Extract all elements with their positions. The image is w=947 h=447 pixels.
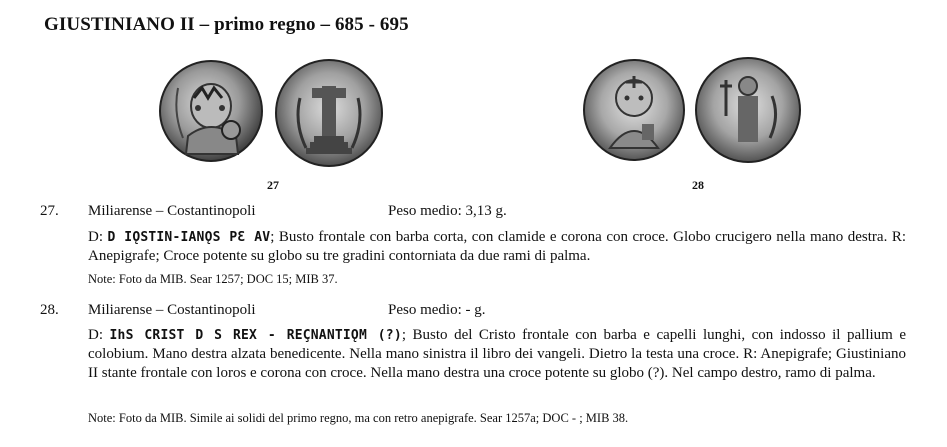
coin-reverse-cross-icon <box>274 58 384 168</box>
description-text: ; Busto del Cristo frontale con barba e capelli lunghi, con indosso il pallium e colobium. Mano destra alzata benedicente. Nella mano sinistra il libro dei vangeli. Dietro la testa una croce. R: Anepigrafe; Giustiniano II stante frontale con loros e corona con croce. Nella mano destra una croce potente su globo (?). Nel campo destro, ramo di palma. <box>88 327 906 381</box>
coin-standing-emperor-icon <box>694 56 802 164</box>
page-title: GIUSTINIANO II – primo regno – 685 - 695 <box>44 14 409 35</box>
description-text: ; Busto frontale con barba corta, con clamide e corona con croce. Globo crucigero nella mano destra. R: Anepigrafe; Croce potente su globo su tre gradini contorniata da due rami di palma. <box>88 229 906 264</box>
entry-heading: Miliarense – Costantinopoli <box>88 302 256 318</box>
entry-number: 27. <box>40 203 59 219</box>
entry-number: 28. <box>40 302 59 318</box>
entry-heading: Miliarense – Costantinopoli <box>88 203 256 219</box>
entry-description <box>88 326 906 383</box>
coin-christ-bust-icon <box>582 58 686 162</box>
obverse-legend: IhS CRIST D S REX - REÇNANTIǪM (?) <box>109 328 402 343</box>
entry-note: Note: Foto da MIB. Simile ai solidi del primo regno, ma con retro anepigrafe. Sear 1257a; DOC - ; MIB 38. <box>88 411 629 425</box>
coin-27-obverse-image <box>158 58 264 164</box>
entry-weight: Peso medio: 3,13 g. <box>388 203 507 219</box>
entry-weight: Peso medio: - g. <box>388 302 486 318</box>
coin-28-reverse-image <box>694 56 802 164</box>
obverse-prefix: D: <box>88 229 108 245</box>
coin-label-27: 27 <box>267 178 279 192</box>
coin-27-reverse-image <box>274 58 384 168</box>
coin-28-obverse-image <box>582 58 686 162</box>
entry-note: Note: Foto da MIB. Sear 1257; DOC 15; MIB 37. <box>88 272 338 286</box>
entry-description <box>88 228 906 266</box>
coin-label-28: 28 <box>692 178 704 192</box>
obverse-prefix: D: <box>88 327 110 343</box>
coin-obverse-bust-icon <box>158 58 264 164</box>
obverse-legend: D IǪSTIN-IANǪS PƐ AV <box>107 230 271 245</box>
